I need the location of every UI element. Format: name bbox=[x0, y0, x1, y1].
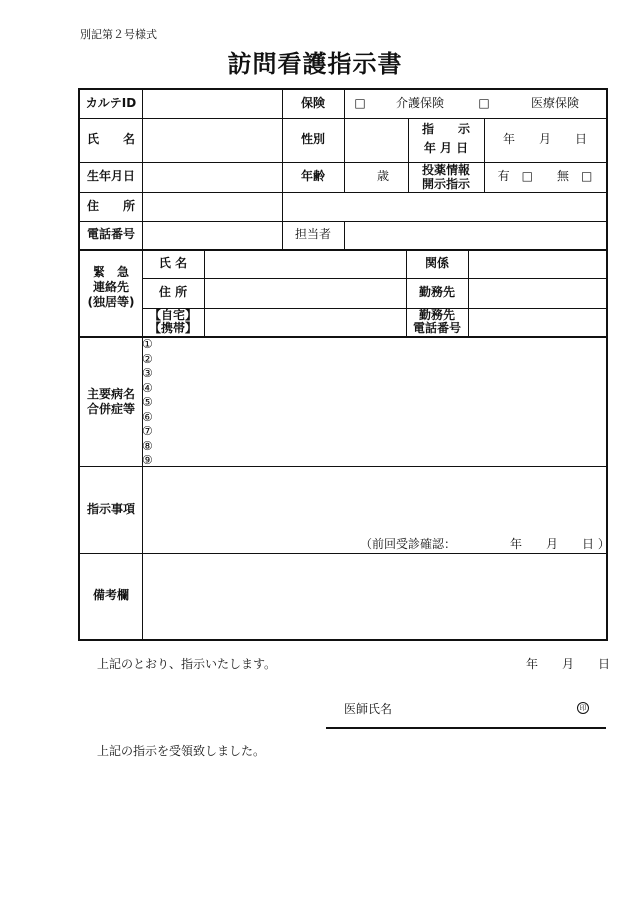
page-title: 訪問看護指示書 bbox=[227, 50, 403, 78]
karte-id-label: カルテID bbox=[85, 96, 137, 111]
workplace-label: 勤務先 bbox=[418, 285, 455, 300]
work-phone-label: 勤務先 bbox=[418, 307, 455, 322]
staff-label: 担当者 bbox=[294, 227, 331, 242]
previous-visit-confirmation: （前回受診確認： 年 月 日 ） bbox=[360, 537, 610, 552]
insurance-label: 保険 bbox=[300, 96, 325, 111]
list-item: ④ bbox=[142, 380, 153, 395]
row-divider bbox=[80, 192, 606, 193]
column-divider bbox=[204, 249, 205, 336]
home-mobile-label: 【携帯】 bbox=[148, 320, 197, 335]
work-phone-label: 電話番号 bbox=[412, 320, 461, 335]
column-divider bbox=[344, 118, 345, 192]
list-item: ⑧ bbox=[142, 438, 153, 453]
emergency-contact-label: (独居等) bbox=[87, 295, 135, 310]
phone-label: 電話番号 bbox=[86, 227, 135, 242]
emergency-name-label: 氏 名 bbox=[158, 255, 188, 270]
care-insurance-label: 介護保険 bbox=[395, 96, 444, 111]
age-label: 年齢 bbox=[300, 169, 325, 184]
instructions-label: 指示事項 bbox=[86, 501, 135, 516]
row-divider bbox=[142, 278, 606, 279]
instruction-date-value: 年 月 日 bbox=[502, 132, 587, 147]
medical-insurance-label: 医療保険 bbox=[530, 96, 579, 111]
receipt-statement: 上記の指示を受領致しました。 bbox=[97, 744, 266, 758]
medication-yes-no-checkboxes[interactable]: 有 □ 無 □ bbox=[497, 169, 593, 184]
remarks-label: 備考欄 bbox=[92, 588, 129, 603]
row-divider bbox=[142, 308, 606, 309]
form-table bbox=[78, 88, 608, 641]
address-label: 住 所 bbox=[86, 198, 135, 213]
main-disease-label: 主要病名 bbox=[86, 387, 135, 402]
doctor-name-label: 医師氏名 bbox=[344, 702, 393, 716]
list-item: ③ bbox=[142, 366, 153, 380]
patient-name-label: 氏 名 bbox=[86, 132, 135, 147]
main-disease-label: 合併症等 bbox=[86, 402, 135, 417]
column-divider bbox=[344, 90, 345, 118]
medication-disclosure-label: 投薬情報 bbox=[421, 163, 470, 178]
seal-icon: 印 bbox=[577, 702, 589, 714]
column-divider bbox=[344, 221, 345, 249]
birthdate-label: 生年月日 bbox=[86, 169, 135, 184]
list-item: ⑨ bbox=[142, 453, 153, 467]
column-divider bbox=[468, 249, 469, 336]
sex-label: 性別 bbox=[300, 132, 325, 147]
emergency-contact-label: 連絡先 bbox=[92, 280, 129, 295]
medication-disclosure-label: 開示指示 bbox=[421, 177, 470, 192]
list-item: ① bbox=[142, 337, 153, 351]
instruction-date-label: 指 示 bbox=[421, 122, 470, 137]
instruction-statement: 上記のとおり、指示いたします。 bbox=[97, 657, 277, 671]
age-unit: 歳 bbox=[376, 169, 389, 184]
list-item: ⑥ bbox=[142, 409, 153, 424]
relation-label: 関係 bbox=[424, 255, 449, 270]
form-number-label: 別記第２号様式 bbox=[80, 28, 157, 41]
emergency-address-label: 住 所 bbox=[158, 285, 188, 300]
instruction-date-label: 年 月 日 bbox=[423, 141, 469, 156]
list-item: ⑦ bbox=[142, 424, 153, 438]
list-item: ⑤ bbox=[142, 395, 153, 409]
signature-line bbox=[326, 727, 606, 729]
emergency-contact-label: 緊 急 bbox=[92, 265, 129, 280]
medical-insurance-checkbox[interactable]: □ bbox=[478, 96, 490, 111]
disease-number-list bbox=[142, 337, 153, 468]
footer-date: 年 月 日 bbox=[526, 657, 611, 671]
section-divider bbox=[80, 336, 606, 338]
home-mobile-label: 【自宅】 bbox=[148, 307, 197, 322]
row-divider bbox=[80, 553, 606, 554]
list-item: ② bbox=[142, 351, 153, 366]
row-divider bbox=[80, 466, 606, 467]
care-insurance-checkbox[interactable]: □ bbox=[354, 96, 366, 111]
